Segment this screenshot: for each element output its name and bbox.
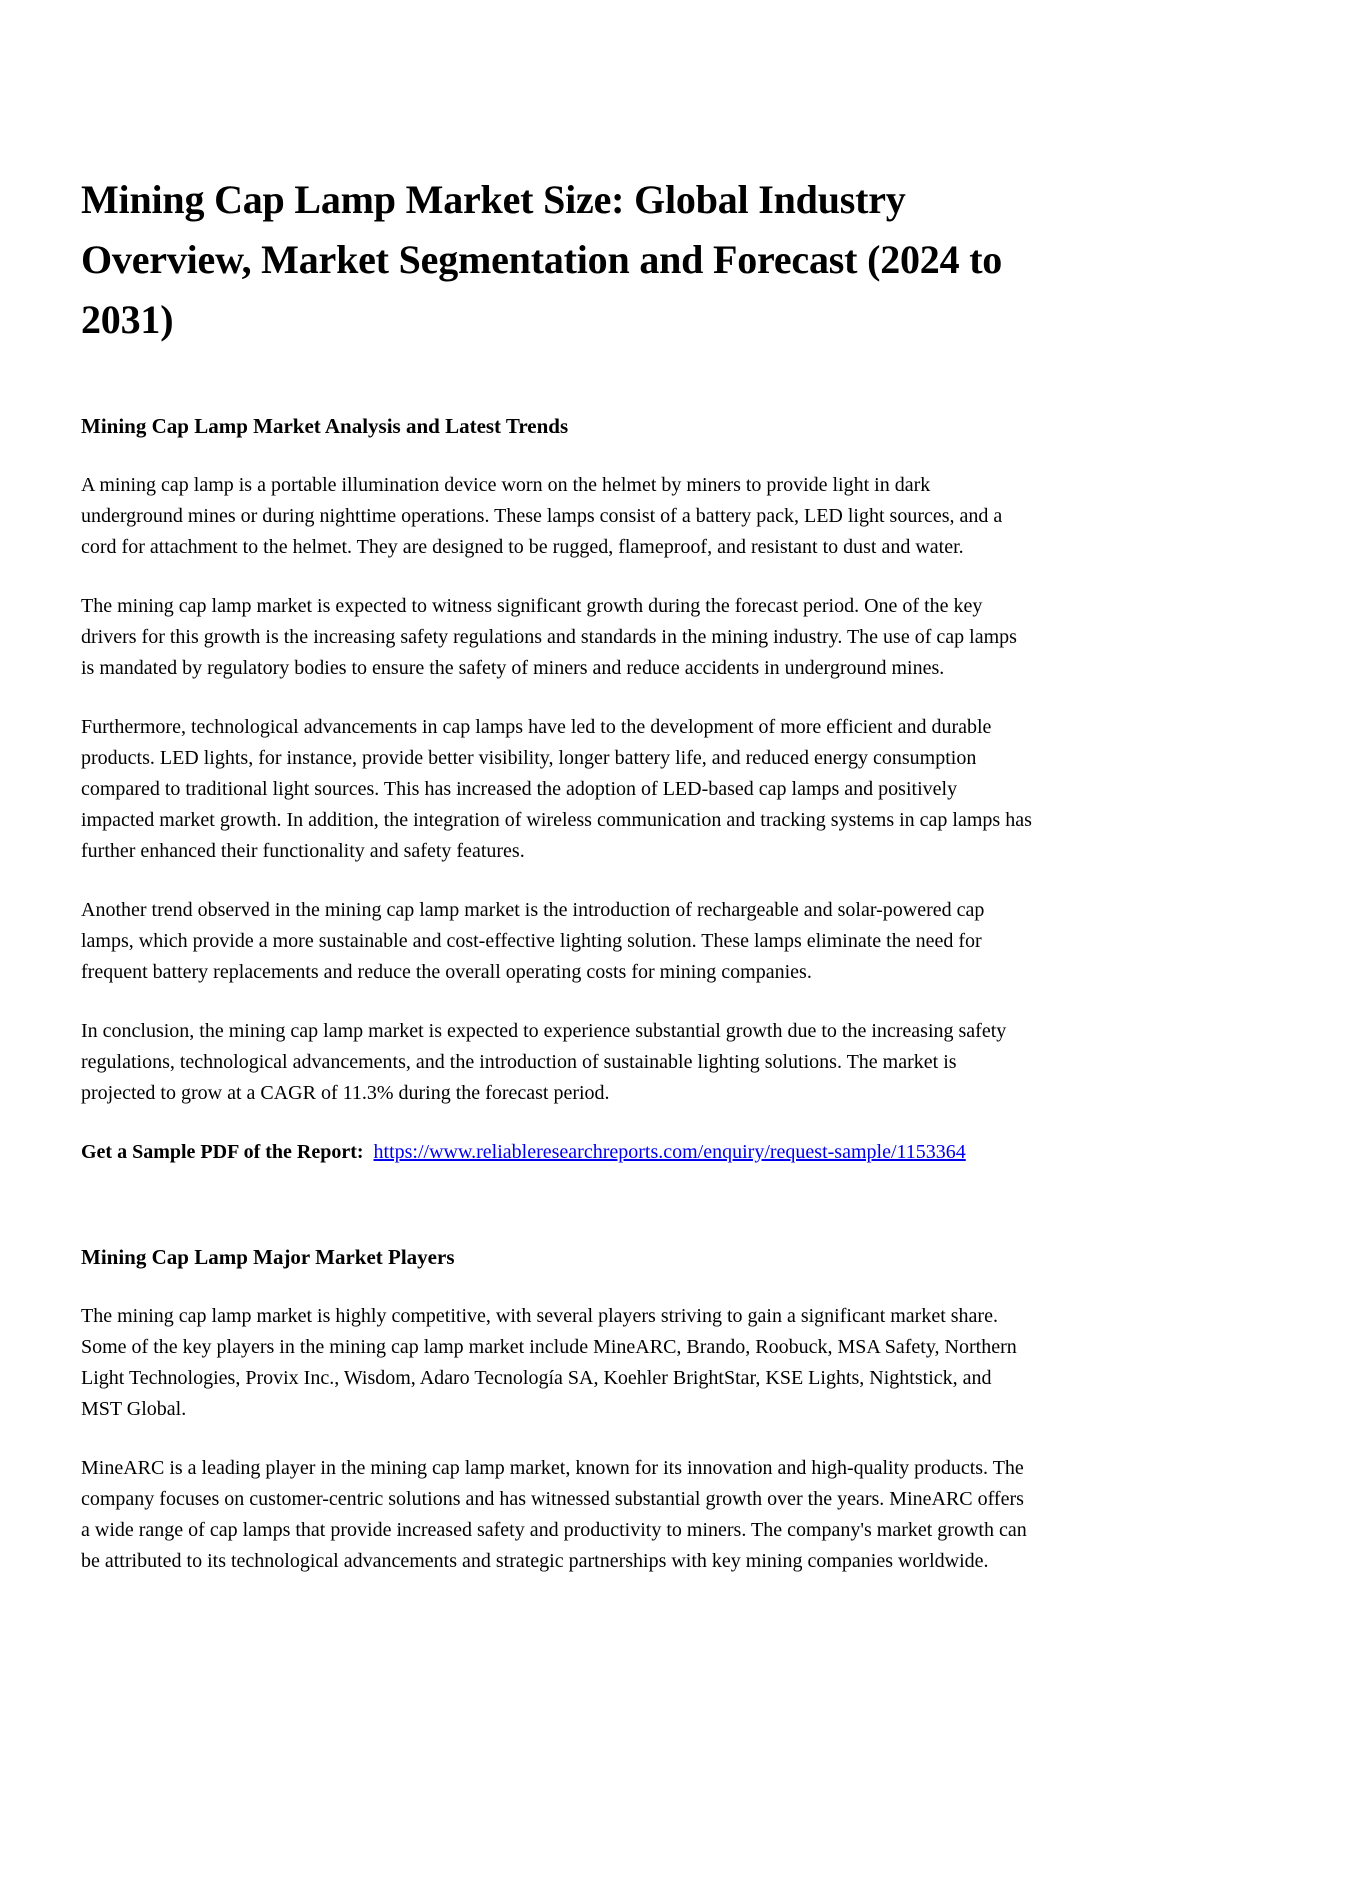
sample-report-label: Get a Sample PDF of the Report: [81, 1141, 364, 1163]
paragraph-trends-3: Furthermore, technological advancements in cap lamps have led to the development of more efficient and durable products. LED lights, for instance, provide better visibility, longer battery life, and reduced energy consumption compared to traditional light sources. This has increased the adoption of LED-based cap lamps and positively impacted market growth. In addition, the integration of wireless communication and tracking systems in cap lamps has further enhanced their functionality and safety features. [81, 716, 1032, 862]
paragraph-trends-1: A mining cap lamp is a portable illumination device worn on the helmet by miners to provide light in dark underground mines or during nighttime operations. These lamps consist of a battery pack, LED light sources, and a cord for attachment to the helmet. They are designed to be rugged, flameproof, and resistant to dust and water. [81, 474, 1003, 558]
paragraph-trends-5: In conclusion, the mining cap lamp market is expected to experience substantial growth due to the increasing safety regulations, technological advancements, and the introduction of sustainable lighting solutions. The market is projected to grow at a CAGR of 11.3% during the forecast period. [81, 1020, 1007, 1104]
page-title: Mining Cap Lamp Market Size: Global Industry Overview, Market Segmentation and Forecast (2024 to 2031) [81, 177, 1003, 342]
paragraph-trends-2: The mining cap lamp market is expected to witness significant growth during the forecast period. One of the key drivers for this growth is the increasing safety regulations and standards in the mining industry. The use of cap lamps is mandated by regulatory bodies to ensure the safety of miners and reduce accidents in underground mines. [81, 595, 1017, 679]
sample-report-link[interactable]: https://www.reliableresearchreports.com/enquiry/request-sample/1153364 [373, 1141, 966, 1163]
sample-report-line [81, 1137, 1033, 1168]
players-section-heading: Mining Cap Lamp Major Market Players [81, 1245, 455, 1269]
trends-section-heading: Mining Cap Lamp Market Analysis and Latest Trends [81, 414, 569, 438]
paragraph-players-1: The mining cap lamp market is highly competitive, with several players striving to gain a significant market share. Some of the key players in the mining cap lamp market include MineARC, Brando, Roobuck, MSA Safety, Northern Light Technologies, Provix Inc., Wisdom, Adaro Tecnología SA, Koehler BrightStar, KSE Lights, Nightstick, and MST Global. [81, 1305, 1017, 1420]
paragraph-players-2: MineARC is a leading player in the mining cap lamp market, known for its innovation and high-quality products. The company focuses on customer-centric solutions and has witnessed substantial growth over the years. MineARC offers a wide range of cap lamps that provide increased safety and productivity to miners. The company's market growth can be attributed to its technological advancements and strategic partnerships with key mining companies worldwide. [81, 1457, 1027, 1572]
paragraph-trends-4: Another trend observed in the mining cap lamp market is the introduction of rechargeable and solar-powered cap lamps, which provide a more sustainable and cost-effective lighting solution. These lamps eliminate the need for frequent battery replacements and reduce the overall operating costs for mining companies. [81, 899, 985, 983]
article-content [81, 170, 1033, 1577]
